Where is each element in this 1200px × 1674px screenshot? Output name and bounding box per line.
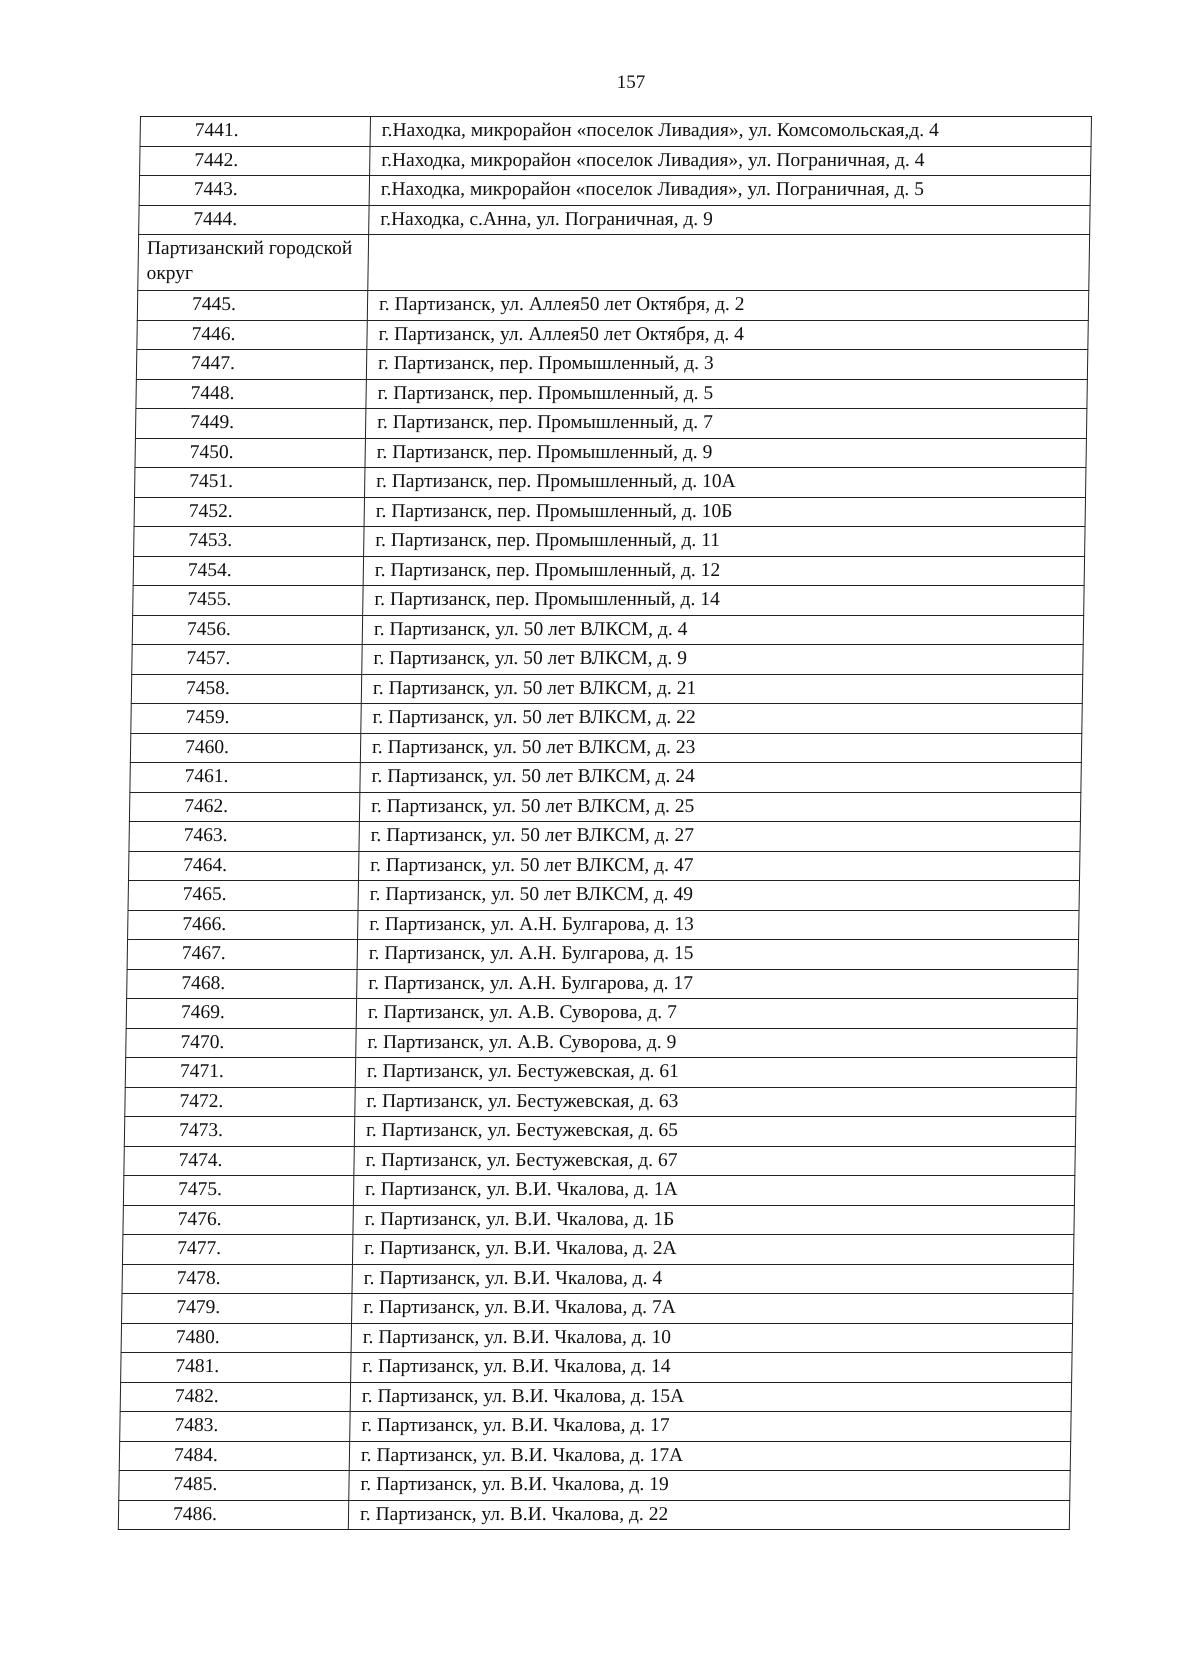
table-row xyxy=(137,291,1088,321)
row-number-cell: 7484. xyxy=(119,1441,349,1471)
address-cell: г. Партизанск, ул. 50 лет ВЛКСМ, д. 24 xyxy=(360,763,1081,793)
address-cell: г. Партизанск, ул. 50 лет ВЛКСМ, д. 27 xyxy=(359,822,1080,852)
address-cell: г. Партизанск, ул. В.И. Чкалова, д. 10 xyxy=(351,1323,1072,1353)
row-number-cell: 7451. xyxy=(135,468,365,498)
row-number-cell: 7471. xyxy=(125,1058,355,1088)
address-cell: г. Партизанск, ул. Аллея50 лет Октября, д. 2 xyxy=(367,291,1088,321)
address-cell: г. Партизанск, ул. В.И. Чкалова, д. 19 xyxy=(349,1471,1070,1501)
table-row xyxy=(132,645,1083,675)
table-row xyxy=(131,674,1082,704)
table-row xyxy=(132,615,1083,645)
address-cell: г. Партизанск, ул. А.В. Суворова, д. 7 xyxy=(356,999,1077,1029)
table-row xyxy=(120,1412,1071,1442)
table-row xyxy=(139,176,1090,206)
address-cell: г. Партизанск, ул. В.И. Чкалова, д. 1Б xyxy=(353,1205,1074,1235)
row-number-cell: 7482. xyxy=(120,1382,350,1412)
table-row xyxy=(121,1353,1072,1383)
table-row xyxy=(122,1294,1073,1324)
table-row xyxy=(127,969,1078,999)
address-cell: г. Партизанск, ул. В.И. Чкалова, д. 17А xyxy=(349,1441,1070,1471)
row-number-cell: 7448. xyxy=(136,379,366,409)
table-row xyxy=(120,1382,1071,1412)
address-cell: г. Партизанск, ул. В.И. Чкалова, д. 4 xyxy=(352,1264,1073,1294)
row-number-cell: 7478. xyxy=(122,1264,352,1294)
row-number-cell: 7450. xyxy=(135,438,365,468)
address-cell: г. Партизанск, пер. Промышленный, д. 5 xyxy=(366,379,1087,409)
address-cell: г. Партизанск, ул. Бестужевская, д. 61 xyxy=(355,1058,1076,1088)
table-row xyxy=(119,1441,1070,1471)
row-number-cell: 7464. xyxy=(128,851,358,881)
address-cell: г. Партизанск, ул. 50 лет ВЛКСМ, д. 21 xyxy=(361,674,1082,704)
address-cell: г. Партизанск, ул. А.Н. Булгарова, д. 13 xyxy=(358,910,1079,940)
address-cell: г.Находка, микрорайон «поселок Ливадия», ул. Комсомольская,д. 4 xyxy=(370,117,1091,147)
address-cell: г. Партизанск, ул. Бестужевская, д. 63 xyxy=(355,1087,1076,1117)
address-cell: г. Партизанск, ул. 50 лет ВЛКСМ, д. 9 xyxy=(362,645,1083,675)
table-row xyxy=(128,881,1079,911)
section-title-cell: Партизанский городской округ xyxy=(138,235,369,291)
row-number-cell: 7459. xyxy=(131,704,361,734)
address-cell: г. Партизанск, ул. В.И. Чкалова, д. 7А xyxy=(352,1294,1073,1324)
row-number-cell: 7452. xyxy=(134,497,364,527)
table-row xyxy=(137,320,1088,350)
row-number-cell: 7477. xyxy=(122,1235,352,1265)
table-row xyxy=(126,1028,1077,1058)
table-row xyxy=(127,940,1078,970)
row-number-cell: 7455. xyxy=(133,586,363,616)
address-cell: г. Партизанск, ул. А.Н. Булгарова, д. 15 xyxy=(357,940,1078,970)
table-row xyxy=(135,468,1086,498)
address-cell: г. Партизанск, ул. Бестужевская, д. 65 xyxy=(354,1117,1075,1147)
table-row xyxy=(118,1500,1069,1530)
address-cell: г. Партизанск, ул. В.И. Чкалова, д. 1А xyxy=(353,1176,1074,1206)
table-row xyxy=(140,117,1091,147)
table-row xyxy=(121,1323,1072,1353)
address-cell: г.Находка, микрорайон «поселок Ливадия», ул. Пограничная, д. 5 xyxy=(369,176,1090,206)
table-row xyxy=(135,438,1086,468)
row-number-cell: 7470. xyxy=(126,1028,356,1058)
table-row xyxy=(128,910,1079,940)
address-cell: г. Партизанск, ул. Аллея50 лет Октября, д. 4 xyxy=(367,320,1088,350)
address-cell: г. Партизанск, ул. 50 лет ВЛКСМ, д. 4 xyxy=(362,615,1083,645)
table-row xyxy=(139,205,1090,235)
address-cell: г. Партизанск, ул. В.И. Чкалова, д. 17 xyxy=(350,1412,1071,1442)
row-number-cell: 7481. xyxy=(121,1353,351,1383)
address-cell: г. Партизанск, ул. 50 лет ВЛКСМ, д. 25 xyxy=(359,792,1080,822)
row-number-cell: 7463. xyxy=(129,822,359,852)
row-number-cell: 7462. xyxy=(129,792,359,822)
table-row xyxy=(122,1235,1073,1265)
address-cell: г. Партизанск, пер. Промышленный, д. 10Б xyxy=(364,497,1085,527)
table-row xyxy=(125,1087,1076,1117)
address-cell: г. Партизанск, ул. В.И. Чкалова, д. 2А xyxy=(352,1235,1073,1265)
row-number-cell: 7466. xyxy=(128,910,358,940)
address-cell: г. Партизанск, пер. Промышленный, д. 11 xyxy=(364,527,1085,557)
table-row xyxy=(126,999,1077,1029)
row-number-cell: 7465. xyxy=(128,881,358,911)
row-number-cell: 7444. xyxy=(139,205,369,235)
address-cell: г. Партизанск, ул. 50 лет ВЛКСМ, д. 23 xyxy=(360,733,1081,763)
row-number-cell: 7453. xyxy=(134,527,364,557)
row-number-cell: 7483. xyxy=(120,1412,350,1442)
row-number-cell: 7474. xyxy=(124,1146,354,1176)
table-row xyxy=(133,556,1084,586)
row-number-cell: 7460. xyxy=(130,733,360,763)
row-number-cell: 7445. xyxy=(137,291,367,321)
table-row xyxy=(130,733,1081,763)
table-row xyxy=(140,146,1091,176)
table-row xyxy=(131,704,1082,734)
address-cell: г. Партизанск, ул. А.Н. Булгарова, д. 17 xyxy=(357,969,1078,999)
row-number-cell: 7476. xyxy=(123,1205,353,1235)
row-number-cell: 7442. xyxy=(140,146,370,176)
row-number-cell: 7458. xyxy=(131,674,361,704)
table-row xyxy=(125,1058,1076,1088)
table-row xyxy=(136,379,1087,409)
address-cell: г. Партизанск, ул. 50 лет ВЛКСМ, д. 49 xyxy=(358,881,1079,911)
address-cell: г. Партизанск, пер. Промышленный, д. 12 xyxy=(363,556,1084,586)
row-number-cell: 7441. xyxy=(140,117,370,147)
row-number-cell: 7447. xyxy=(136,350,366,380)
row-number-cell: 7486. xyxy=(118,1500,348,1530)
address-cell: г.Находка, микрорайон «поселок Ливадия», ул. Пограничная, д. 4 xyxy=(370,146,1091,176)
address-cell xyxy=(368,235,1090,291)
row-number-cell: 7480. xyxy=(121,1323,351,1353)
table-row xyxy=(133,586,1084,616)
table-row xyxy=(119,1471,1070,1501)
address-cell: г. Партизанск, пер. Промышленный, д. 9 xyxy=(365,438,1086,468)
address-cell: г. Партизанск, ул. 50 лет ВЛКСМ, д. 47 xyxy=(358,851,1079,881)
table-row xyxy=(129,822,1080,852)
address-cell: г. Партизанск, пер. Промышленный, д. 3 xyxy=(366,350,1087,380)
row-number-cell: 7467. xyxy=(127,940,357,970)
row-number-cell: 7446. xyxy=(137,320,367,350)
row-number-cell: 7485. xyxy=(119,1471,349,1501)
table-row xyxy=(136,350,1087,380)
address-cell: г. Партизанск, ул. 50 лет ВЛКСМ, д. 22 xyxy=(361,704,1082,734)
table-row xyxy=(124,1146,1075,1176)
table-row xyxy=(130,763,1081,793)
address-table-body xyxy=(118,117,1091,1530)
table-row xyxy=(129,792,1080,822)
row-number-cell: 7479. xyxy=(122,1294,352,1324)
table-row xyxy=(134,497,1085,527)
row-number-cell: 7454. xyxy=(133,556,363,586)
row-number-cell: 7468. xyxy=(127,969,357,999)
table-row xyxy=(124,1117,1075,1147)
table-row xyxy=(135,409,1086,439)
address-cell: г. Партизанск, ул. В.И. Чкалова, д. 22 xyxy=(348,1500,1069,1530)
table-row xyxy=(122,1264,1073,1294)
address-cell: г. Партизанск, пер. Промышленный, д. 7 xyxy=(365,409,1086,439)
row-number-cell: 7456. xyxy=(132,615,362,645)
row-number-cell: 7457. xyxy=(132,645,362,675)
row-number-cell: 7443. xyxy=(139,176,369,206)
table-row xyxy=(123,1205,1074,1235)
address-table xyxy=(118,116,1092,1530)
row-number-cell: 7461. xyxy=(130,763,360,793)
page-number: 157 xyxy=(616,72,646,93)
row-number-cell: 7475. xyxy=(123,1176,353,1206)
table-row xyxy=(128,851,1079,881)
address-cell: г. Партизанск, ул. Бестужевская, д. 67 xyxy=(354,1146,1075,1176)
row-number-cell: 7449. xyxy=(135,409,365,439)
row-number-cell: 7473. xyxy=(124,1117,354,1147)
address-cell: г. Партизанск, ул. В.И. Чкалова, д. 15А xyxy=(350,1382,1071,1412)
section-header-row xyxy=(138,235,1090,291)
table-row xyxy=(134,527,1085,557)
address-cell: г.Находка, с.Анна, ул. Пограничная, д. 9 xyxy=(369,205,1090,235)
table-row xyxy=(123,1176,1074,1206)
address-cell: г. Партизанск, пер. Промышленный, д. 10А xyxy=(365,468,1086,498)
address-cell: г. Партизанск, ул. В.И. Чкалова, д. 14 xyxy=(351,1353,1072,1383)
row-number-cell: 7469. xyxy=(126,999,356,1029)
address-cell: г. Партизанск, ул. А.В. Суворова, д. 9 xyxy=(356,1028,1077,1058)
row-number-cell: 7472. xyxy=(125,1087,355,1117)
address-cell: г. Партизанск, пер. Промышленный, д. 14 xyxy=(363,586,1084,616)
